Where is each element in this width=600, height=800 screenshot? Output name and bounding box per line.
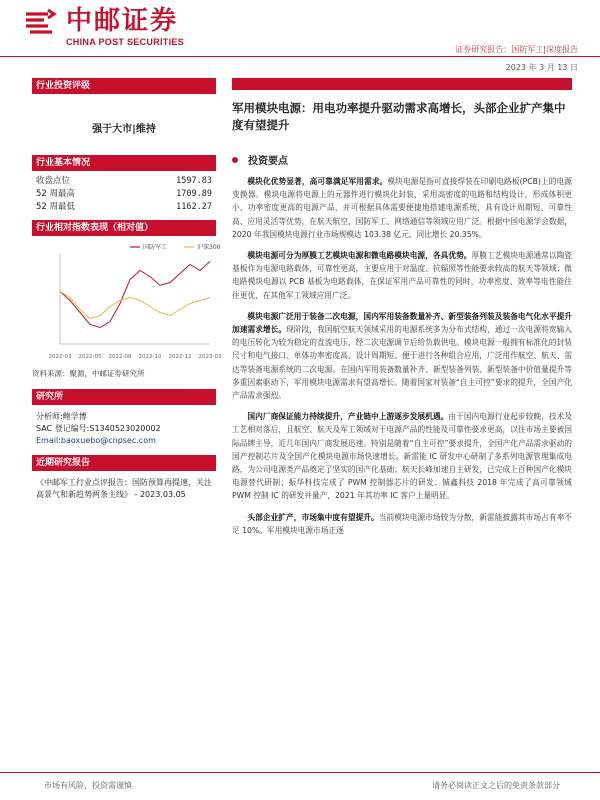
x-tick-label: 2022-10 [138,354,162,360]
analyst-heading: 研究所 [32,389,216,405]
footer-risk-note: 市场有风险，投资需谨慎 [44,781,132,790]
basics-heading: 行业基本情况 [32,155,216,171]
analyst-email-link[interactable]: Email:baoxuebo@cnpsec.com [36,436,156,445]
chart-heading: 行业相对指数表现（相对值） [32,220,216,236]
report-title: 军用模块电源：用电功率提升驱动需求高增长，头部企业扩产集中度有望提升 [232,101,566,132]
basics-label: 52 周最低 [36,202,76,212]
paragraph-lead: 国内厂商保证能力持续提升，产业链中上游逐步发展机遇。 [247,412,449,422]
paragraph-text: 厚膜工艺模块电源通常以陶瓷基板作为电源电路载体，可靠性更高，主要应用于对温度、抗辐照等性能要求较高的航天等领域；微电路模块电源以 PCB 基板为电路载体，在保证军用产品可靠性的同时，功率密度、效率等电性能往往更优，在其他军工领域应用广泛。 [232,251,572,300]
x-tick-label: 2022-03 [48,354,72,360]
paragraph [232,249,572,302]
legend-label: 国防军工 [143,244,168,251]
sidebar [32,78,222,503]
bullet-dot-icon [232,157,238,163]
paragraph [232,175,572,241]
basics-value: 1597.83 [176,176,212,186]
paragraph-text: 现阶段，我国航空航天领域采用的电源系统多为分布式结构，通过一次电源将宽输入的电压转化为较为稳定的直流电压，经二次电源调节后给负载供电。模块电源一般拥有标准化的封装尺寸和电气接口、单体功率密度高、设计周期短、便于进行各种组合应用，广泛用作航空、航天、雷达等装备电源系统的二次电源。在国内军用装备数量补齐、新型装备列装、新型装备中价值量提升等多重因素驱动下，军用模块电源需求有望高增长。随着国家对装备“自主可控”要求的提升，全国产化产品需求强烈。 [232,325,572,401]
x-tick-label: 2022-12 [168,354,192,360]
x-tick-label: 2023-03 [198,354,222,360]
paragraph-lead: 模块电源广泛用于装备二次电源，国内军用装备数量补齐、新型装备列装及装备电气化水平提升加速需求增长。 [232,311,572,335]
rating-heading: 行业投资评级 [32,78,216,94]
main-content [232,78,572,537]
recent-heading: 近期研究报告 [32,455,216,471]
report-type: 证券研究报告：国防军工|深度报告 [455,45,578,54]
paragraph-text: 模块电源是指可直接焊装在印刷电路板(PCB)上的电源变换器。模块电源将电源上的元器件进行模块化封装，采用高密度的电路和结构设计，形成体积更小、功率密度更高的电源产品，并可根据具体需要便捷地搭建电源系统，具有设计周期短、可靠性高、应用灵活等优势，在航天航空、国防军工、网络通信等领域应用广泛。根据中国电源学会数据，2020 年我国模块电源行业市场规模达 103.38 亿元，同比增长 20.35%。 [232,177,572,239]
section-heading-label: 投资要点 [248,156,288,167]
paragraph-lead: 模块化优势显著，高可靠满足军用需求。 [247,177,388,186]
paragraph-lead: 头部企业扩产，市场集中度有望提升。 [247,512,379,522]
analyst-sac: SAC 登记编号:S1340523020002 [36,424,161,433]
brand-logo [22,6,184,47]
series-line [60,292,210,319]
basics-value: 1709.89 [176,189,212,199]
relative-index-chart [32,240,222,364]
analyst-name: 分析师:鲍学博 [36,412,87,421]
recent-report-link[interactable]: 《中邮军工行业点评报告：国防预算再提速，关注高景气和新趋势两条主线》 - 2023.03.05 [36,478,212,499]
x-tick-label: 2022-08 [108,354,132,360]
basics-row [32,175,216,188]
footer-divider [0,772,600,773]
title-bar [232,78,572,90]
logo-english-name: CHINA POST SECURITIES [66,37,184,47]
analyst-info [32,409,216,449]
basics-row [32,201,216,214]
china-post-logo-icon [22,6,58,42]
footer-disclaimer: 请务必阅读正文之后的免责条款部分 [432,781,560,790]
industry-rating: 强于大市|维持 [92,124,156,135]
series-line [60,262,210,328]
logo-chinese-name: 中邮证券 [66,6,179,36]
paragraph-text: 当前模块电源市场较为分散，新雷能披露其市场占有率不足 10%。军用模块电源市场正逐 [232,512,572,535]
paragraph [232,310,572,402]
basics-row [32,188,216,201]
paragraph-lead: 模块电源可分为厚膜工艺模块电源和微电路模块电源，各具优势。 [247,251,472,261]
paragraph-text: 由于国内电源行业起步较晚，技术及工艺相对落后，且航空、航天及军工领域对于电源产品的性能及可靠性要求更高，以往市场主要被国际品牌主导，近几年国内厂商发展迅速。特别是随着“自主可控”要求提升，全国产化产品需求驱动的国产控制芯片及全国产化模块电源市场快速增长。新雷能 IC 研发中心研制了多系列电源管理集成电路，为公司电源类产品奠定了坚实的国产化基础；航天长峰加速自主研发，已完成上百种国产化模块电源替代研制；振华科技完成了 PWM 控制器芯片的研发；铖鑫科技 2018 年完成了高可靠领域 PWM 控制 IC 的研发并量产，2021 年其功率 IC 客户上量明显。 [232,412,572,501]
section-heading [232,152,572,167]
paragraph [232,511,572,537]
x-tick-label: 2022-05 [78,354,102,360]
chart-svg [32,240,222,364]
basics-label: 收盘点位 [36,176,71,186]
report-date: 2023 年 3 月 13 日 [505,63,578,72]
header-divider [0,56,600,57]
legend-label: 沪深300 [197,244,221,251]
paragraph [232,410,572,502]
basics-value: 1162.27 [176,202,212,212]
basics-label: 52 周最高 [36,189,76,199]
chart-source: 资料来源：聚源，中邮证券研究所 [32,369,145,378]
